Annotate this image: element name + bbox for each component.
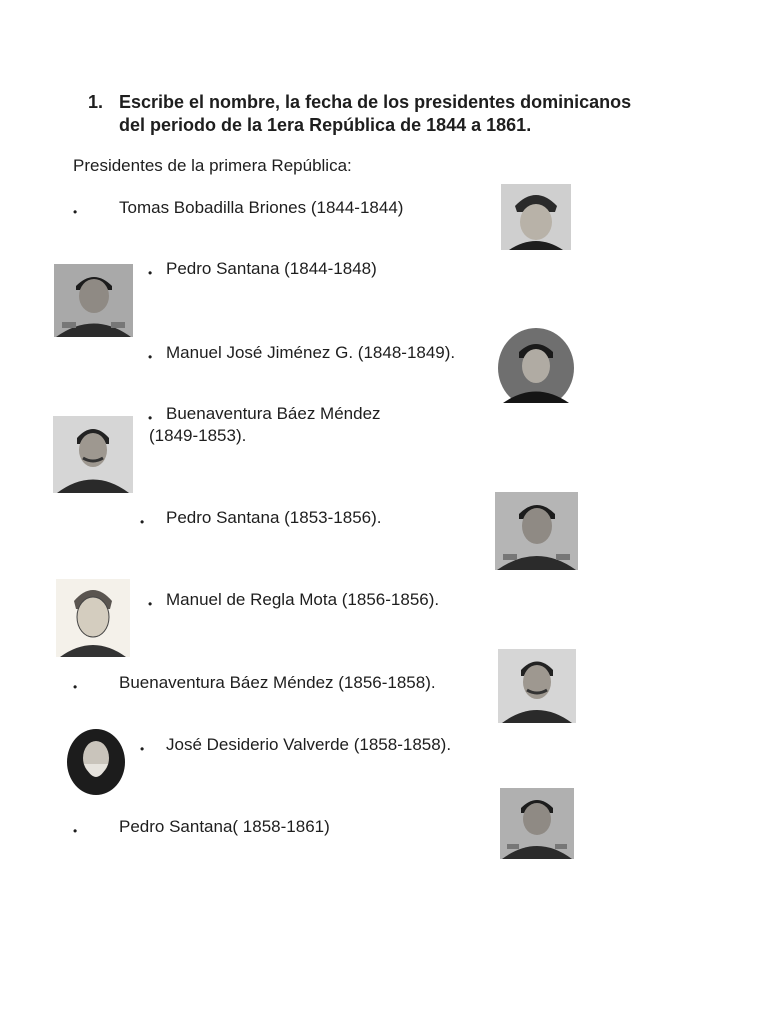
- portrait-santana-image: [500, 788, 574, 859]
- question-number: 1.: [88, 92, 104, 112]
- portrait-regla-mota-svg: [56, 579, 130, 657]
- portrait-jimenez-image: [497, 328, 576, 403]
- portrait-valverde-image: [66, 728, 126, 795]
- president-name-4-line-2: (1849-1853).: [149, 426, 247, 445]
- president-name-2: Pedro Santana (1844-1848): [166, 259, 377, 278]
- portrait-santana-svg: [500, 788, 574, 859]
- bullet: •: [148, 350, 153, 364]
- portrait-jimenez-svg: [497, 328, 576, 403]
- bullet: •: [73, 824, 78, 838]
- president-name-5: Pedro Santana (1853-1856).: [166, 508, 382, 527]
- portrait-bobadilla-svg: [501, 184, 571, 250]
- portrait-baez-svg: [498, 649, 576, 723]
- bullet: •: [148, 597, 153, 611]
- bullet: •: [140, 742, 145, 756]
- bullet: •: [140, 515, 145, 529]
- portrait-valverde-svg: [66, 728, 126, 795]
- portrait-santana-image: [495, 492, 578, 570]
- portrait-santana-svg: [495, 492, 578, 570]
- president-name-4-line-1: Buenaventura Báez Méndez: [166, 404, 381, 423]
- bullet: •: [148, 411, 153, 425]
- portrait-regla-mota-image: [56, 579, 130, 657]
- president-name-6: Manuel de Regla Mota (1856-1856).: [166, 590, 440, 609]
- president-name-7: Buenaventura Báez Méndez (1856-1858).: [119, 673, 436, 692]
- bullet: •: [73, 205, 78, 219]
- president-name-3: Manuel José Jiménez G. (1848-1849).: [166, 343, 456, 362]
- bullet: •: [73, 680, 78, 694]
- question-line-2: del periodo de la 1era República de 1844 a 1861.: [119, 115, 532, 135]
- president-name-8: José Desiderio Valverde (1858-1858).: [166, 735, 452, 754]
- portrait-santana-svg: [54, 264, 133, 337]
- portrait-bobadilla-image: [501, 184, 571, 250]
- portrait-santana-image: [54, 264, 133, 337]
- portrait-baez-image: [53, 416, 133, 493]
- question-line-1: Escribe el nombre, la fecha de los presidentes dominicanos: [119, 92, 632, 112]
- portrait-baez-image: [498, 649, 576, 723]
- bullet: •: [148, 266, 153, 280]
- president-name-9: Pedro Santana( 1858-1861): [119, 817, 330, 836]
- intro-text: Presidentes de la primera República:: [73, 156, 352, 175]
- president-name-1: Tomas Bobadilla Briones (1844-1844): [119, 198, 404, 217]
- portrait-baez-svg: [53, 416, 133, 493]
